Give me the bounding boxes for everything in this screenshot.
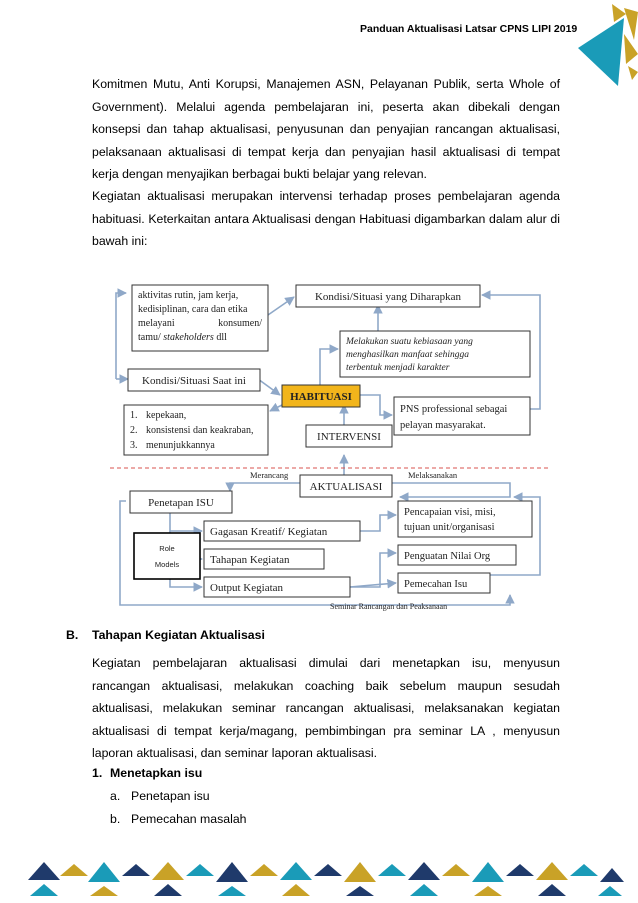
- relation-paragraph: Kegiatan aktualisasi merupakan intervensi terhadap proses pembelajaran agenda habituasi. Keterkaitan antara Aktualisasi dengan Habituasi digambarkan dalam alur di bawah ini:: [92, 189, 560, 249]
- list-item-1-number: 1.: [92, 766, 103, 780]
- sub-item-b-text: Pemecahan masalah: [131, 812, 247, 826]
- kebiasaan-line1: Melakukan suatu kebiasaan yang: [346, 337, 473, 347]
- aktivitas-line3b: konsumen/: [218, 318, 262, 329]
- sub-item-b: [110, 812, 247, 826]
- kebiasaan-line3: terbentuk menjadi karakter: [346, 363, 450, 373]
- role-models-line2: Models: [154, 560, 180, 569]
- penetapan-isu-label: Penetapan ISU: [148, 497, 214, 509]
- kepekaan-text-2: konsistensi dan keakraban,: [146, 425, 254, 436]
- page-header-title: Panduan Aktualisasi Latsar CPNS LIPI 2019: [360, 23, 578, 35]
- pencapaian-line1: Pencapaian visi, misi,: [404, 507, 496, 518]
- penguatan-label: Penguatan Nilai Org: [404, 551, 491, 562]
- arrow-saat-ini-to-habituasi: [258, 379, 280, 395]
- sub-item-a: [110, 789, 210, 803]
- pemecahan-label: Pemecahan Isu: [404, 579, 468, 590]
- footer-tri-4: [122, 864, 150, 876]
- kepekaan-num-3: 3.: [130, 440, 138, 451]
- merancang-label: Merancang: [250, 470, 289, 480]
- footer-low-4: [218, 886, 246, 896]
- footer-tri-9: [280, 862, 312, 880]
- footer-tri-13: [408, 862, 440, 880]
- seminar-label: Seminar Rancangan dan Peaksanaan: [330, 602, 448, 611]
- output-label: Output Kegiatan: [210, 582, 284, 594]
- aktivitas-line4b: dll: [213, 332, 227, 343]
- footer-tri-11: [344, 862, 376, 882]
- footer-tri-2: [60, 864, 88, 876]
- arrow-habituasi-to-kebiasaan: [320, 349, 338, 385]
- footer-tri-14: [442, 864, 470, 876]
- footer-low-7: [410, 884, 438, 896]
- gagasan-label: Gagasan Kreatif/ Kegiatan: [210, 526, 328, 538]
- footer-tri-19: [600, 868, 624, 882]
- habituasi-label: HABITUASI: [290, 391, 352, 403]
- kondisi-diharapkan-label: Kondisi/Situasi yang Diharapkan: [314, 291, 462, 303]
- footer-ornament: [0, 840, 638, 903]
- footer-low-10: [598, 886, 622, 896]
- gold-triangle-low: [628, 66, 638, 80]
- arrow-habituasi-to-pns: [360, 395, 392, 415]
- pencapaian-line2: tujuan unit/organisasi: [404, 522, 495, 533]
- habituasi-aktualisasi-diagram: [110, 275, 550, 615]
- footer-tri-10: [314, 864, 342, 876]
- gold-triangle-right: [624, 34, 638, 64]
- aktivitas-line2: kedisiplinan, cara dan etika: [138, 304, 248, 315]
- aktivitas-line1: aktivitas rutin, jam kerja,: [138, 290, 239, 301]
- gold-triangle-edge: [624, 8, 638, 40]
- arrow-output-to-penguatan: [350, 553, 396, 587]
- kepekaan-num-2: 2.: [130, 425, 138, 436]
- kebiasaan-line2: menghasilkan manfaat sehingga: [346, 350, 469, 360]
- sub-item-a-letter: a.: [110, 789, 121, 803]
- pns-line2: pelayan masyarakat.: [400, 420, 486, 431]
- footer-low-9: [538, 884, 566, 896]
- role-models-box: [134, 533, 200, 579]
- melaksanakan-label: Melaksanakan: [408, 470, 458, 480]
- list-item-1: [92, 766, 202, 780]
- arrow-aktivitas-to-diharapkan: [268, 297, 294, 315]
- role-models-line1: Role: [159, 544, 175, 553]
- intervensi-label: INTERVENSI: [317, 431, 381, 443]
- footer-low-3: [154, 884, 182, 896]
- aktualisasi-label: AKTUALISASI: [309, 481, 383, 493]
- arrow-left-loop-top: [116, 293, 126, 379]
- section-b-number: B.: [66, 628, 79, 642]
- section-b-heading: [66, 628, 265, 642]
- intro-paragraph: Komitmen Mutu, Anti Korupsi, Manajemen ASN, Pelayanan Publik, serta Whole of Government). Melalui agenda pembelajaran ini, peserta akan dibekali dengan konsepsi dan tahap aktualisasi, penyusunan dan penyajian rancangan aktualisasi, pelaksanaan aktualisasi di tempat kerja dan penyajian hasil aktualisasi di tempat kerja dengan menyajikan berbagai bukti belajar yang relevan.: [92, 77, 560, 182]
- gold-triangle-small: [612, 4, 626, 22]
- arrow-merancang-to-isu: [230, 483, 286, 491]
- pns-line1: PNS professional sebagai: [400, 404, 508, 415]
- kondisi-saat-ini-label: Kondisi/Situasi Saat ini: [142, 375, 246, 387]
- footer-low-2: [90, 886, 118, 896]
- footer-tri-8: [250, 864, 278, 876]
- section-b-title: Tahapan Kegiatan Aktualisasi: [92, 628, 265, 642]
- list-item-1-title: Menetapkan isu: [110, 766, 203, 780]
- arrow-melaksanakan: [392, 483, 510, 497]
- sub-item-a-text: Penetapan isu: [131, 789, 210, 803]
- aktivitas-line3a: melayani: [138, 318, 175, 329]
- arrow-habituasi-to-list: [270, 405, 282, 411]
- aktivitas-line4: [138, 332, 227, 343]
- footer-tri-12: [378, 864, 406, 876]
- aktivitas-line4a: tamu/: [138, 332, 164, 343]
- kepekaan-num-1: 1.: [130, 410, 138, 421]
- footer-tri-17: [536, 862, 568, 880]
- arrow-gagasan-to-pencapaian: [360, 515, 396, 531]
- footer-low-1: [30, 884, 58, 896]
- kepekaan-text-3: menunjukkannya: [146, 440, 215, 451]
- footer-tri-7: [216, 862, 248, 882]
- kepekaan-text-1: kepekaan,: [146, 410, 187, 421]
- tahapan-label: Tahapan Kegiatan: [210, 554, 290, 566]
- aktivitas-line4-italic: stakeholders: [163, 332, 214, 343]
- footer-tri-16: [506, 864, 534, 876]
- footer-low-5: [282, 884, 310, 896]
- section-b-paragraph: Kegiatan pembelajaran aktualisasi dimulai dari menetapkan isu, menyusun rancangan aktualisasi, melakukan coaching baik sebelum maupun sesudah aktualisasi, melakukan seminar rancangan aktualisasi, melaksanakan kegiatan aktualisasi di tempat kerja/magang, pembimbingan pra seminar LA , menyusun laporan aktualisasi, dan seminar laporan aktualisasi.: [92, 656, 560, 761]
- sub-item-b-letter: b.: [110, 812, 121, 826]
- footer-tri-6: [186, 864, 214, 876]
- footer-low-8: [474, 886, 502, 896]
- footer-tri-18: [570, 864, 598, 876]
- footer-low-6: [346, 886, 374, 896]
- footer-tri-5: [152, 862, 184, 880]
- footer-tri-3: [88, 862, 120, 882]
- footer-tri-1: [28, 862, 60, 880]
- footer-pattern: [28, 862, 624, 896]
- footer-tri-15: [472, 862, 504, 882]
- teal-triangle: [578, 18, 624, 86]
